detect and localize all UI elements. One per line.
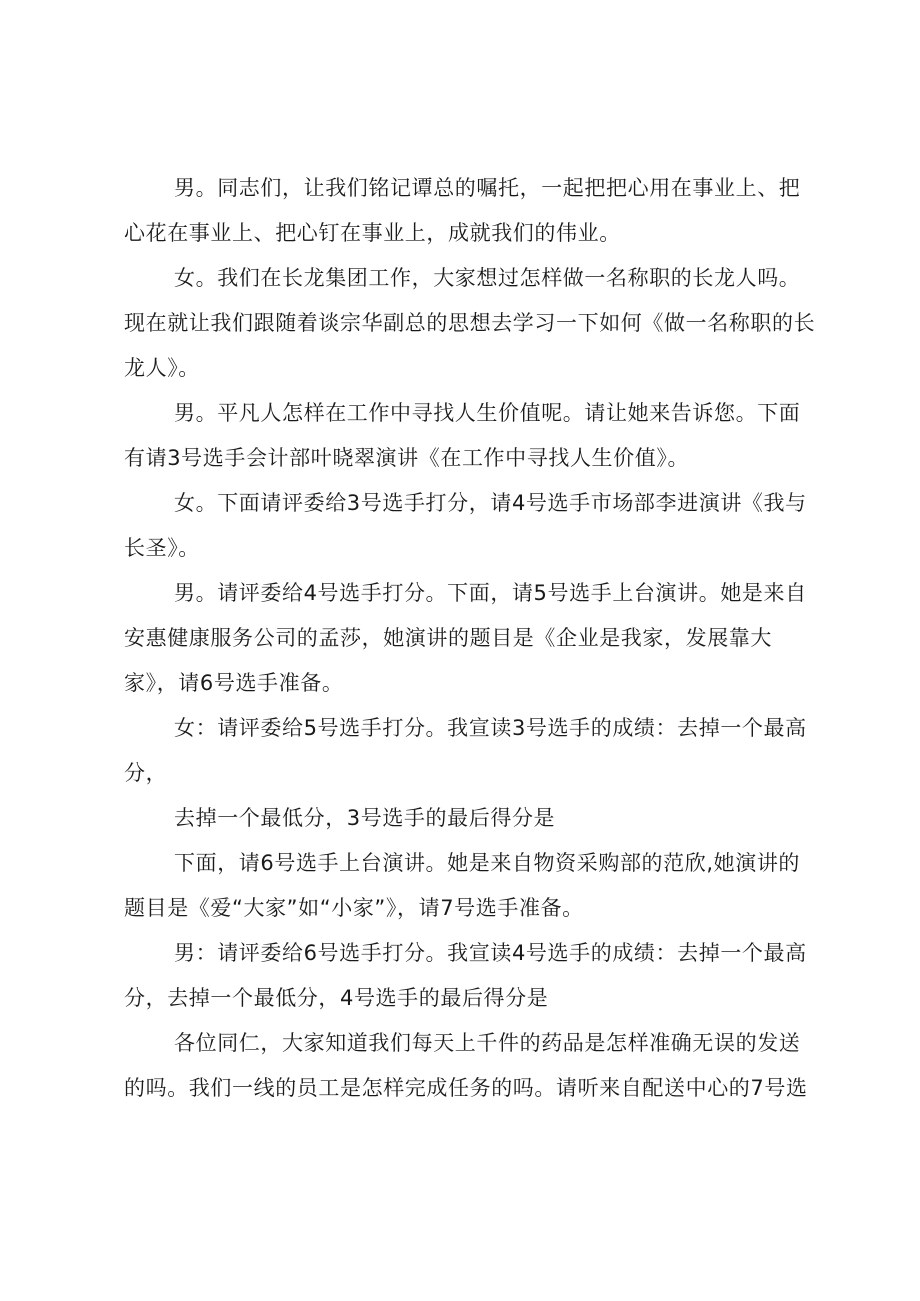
paragraph (124, 481, 807, 571)
text-line: 家》，请6号选手准备。 (124, 671, 344, 695)
text-line: 长圣》。 (124, 536, 200, 560)
text-line: 下面，请6号选手上台演讲。她是来自物资采购部的范欣,她演讲的 (174, 851, 801, 875)
text-line: 去掉一个最低分，3号选手的最后得分是 (174, 806, 556, 830)
paragraph (124, 256, 816, 391)
text-line: 题目是《爱“大家”如“小家”》，请7号选手准备。 (124, 896, 584, 920)
text-line: 男。平凡人怎样在工作中寻找人生价值呢。请让她来告诉您。下面 (174, 401, 801, 425)
text-line: 男：请评委给6号选手打分。我宣读4号选手的成绩：去掉一个最高 (174, 941, 807, 965)
text-line: 的吗。我们一线的员工是怎样完成任务的吗。请听来自配送中心的7号选 (124, 1076, 808, 1100)
paragraph (124, 796, 804, 841)
paragraph (124, 931, 807, 1021)
text-line: 男。同志们，让我们铭记谭总的嘱托，一起把把心用在事业上、把 (174, 176, 801, 200)
text-line: 分， (124, 761, 168, 785)
text-line: 安惠健康服务公司的孟莎，她演讲的题目是《企业是我家，发展靠大 (124, 626, 772, 650)
text-line: 女。下面请评委给3号选手打分，请4号选手市场部李进演讲《我与 (174, 491, 807, 515)
text-line: 男。请评委给4号选手打分。下面，请5号选手上台演讲。她是来自 (174, 581, 807, 605)
text-line: 女。我们在长龙集团工作，大家想过怎样做一名称职的长龙人吗。 (174, 266, 801, 290)
paragraph (124, 1021, 808, 1111)
paragraph (124, 391, 804, 481)
document-body (124, 166, 816, 1111)
paragraph (124, 571, 807, 706)
text-line: 各位同仁，大家知道我们每天上千件的药品是怎样准确无误的发送 (174, 1031, 801, 1055)
paragraph (124, 841, 804, 931)
text-line: 分，去掉一个最低分，4号选手的最后得分是 (124, 986, 549, 1010)
text-line: 龙人》。 (124, 356, 200, 380)
text-line: 心花在事业上、把心钉在事业上，成就我们的伟业。 (124, 221, 621, 245)
text-line: 有请3号选手会计部叶晓翠演讲《在工作中寻找人生价值》。 (124, 446, 690, 470)
text-line: 女：请评委给5号选手打分。我宣读3号选手的成绩：去掉一个最高 (174, 716, 807, 740)
paragraph (124, 706, 807, 796)
paragraph (124, 166, 804, 256)
text-line: 现在就让我们跟随着谈宗华副总的思想去学习一下如何《做一名称职的长 (124, 311, 816, 335)
